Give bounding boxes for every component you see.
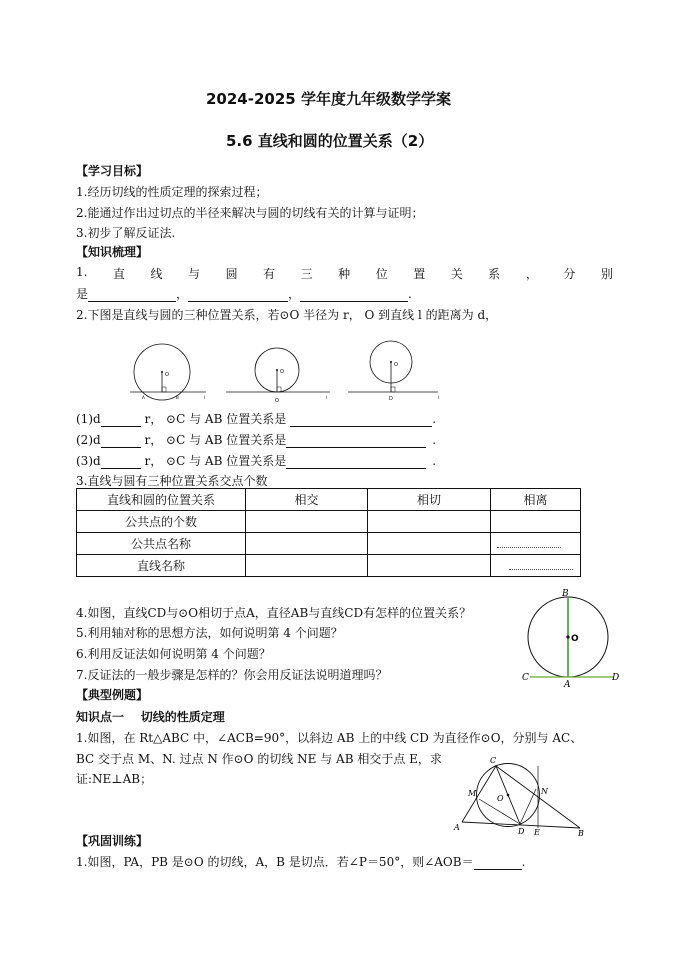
answer-blank[interactable] xyxy=(474,857,522,870)
q1-word: 位 xyxy=(375,267,388,281)
figure-tangent xyxy=(226,348,330,404)
question-7: 7.反证法的一般步骤是怎样的？你会用反证法说明道理吗？ xyxy=(76,668,388,682)
answer-blank[interactable] xyxy=(101,414,141,427)
q1-word: 圆 xyxy=(225,267,238,281)
practice-heading: 【巩固训练】 xyxy=(76,834,149,848)
relation-row-2 xyxy=(76,431,436,448)
answer-blank[interactable] xyxy=(88,289,176,302)
fig2-l-label: l xyxy=(326,395,328,400)
q1-word: 种 xyxy=(338,267,351,281)
example-1-line-1: 1.如图，在 Rt△ABC 中，∠ACB=90°，以斜边 AB 上的中线 CD 为直径作⊙O，分别与 AC、 xyxy=(76,731,583,745)
tangent-diameter-figure xyxy=(516,585,626,690)
figure-intersect xyxy=(130,344,206,400)
practice-q1-end: . xyxy=(521,855,526,869)
q1-word: 直 xyxy=(112,267,125,281)
q1-word: 三 xyxy=(300,267,313,281)
table-header-cell: 相切 xyxy=(368,489,491,511)
practice-q1-text: 1.如图，PA，PB 是⊙O 的切线，A，B 是切点．若∠P＝50°，则∠AOB＝ xyxy=(76,855,474,869)
table-cell[interactable] xyxy=(246,555,368,577)
q1-word: 置 xyxy=(413,267,426,281)
fig5-c-label: C xyxy=(490,756,497,765)
q1-spread-line xyxy=(76,265,613,282)
example-1-line-3: 证:NE⊥AB； xyxy=(76,772,153,786)
table-cell-dotted[interactable] xyxy=(491,555,581,577)
table-cell[interactable] xyxy=(491,511,581,533)
right-triangle-figure xyxy=(452,754,592,838)
table-row xyxy=(77,555,581,577)
q1-word: 有 xyxy=(263,267,276,281)
table-row-label: 公共点的个数 xyxy=(77,511,246,533)
fig2-o-label: O xyxy=(280,369,284,375)
knowledge-heading: 【知识梳理】 xyxy=(76,245,149,259)
row-prefix: (3)d xyxy=(76,454,101,468)
relation-row-3 xyxy=(76,452,436,469)
table-header-row xyxy=(77,489,581,511)
table-row xyxy=(77,511,581,533)
q1-sep: ， xyxy=(288,287,301,301)
table-cell[interactable] xyxy=(246,511,368,533)
fig4-a-label: A xyxy=(564,680,571,690)
answer-blank[interactable] xyxy=(101,435,141,448)
relation-row-1 xyxy=(76,410,436,427)
goal-item: 2.能通过作出过切点的半径来解决与圆的切线有关的计算与证明； xyxy=(76,206,424,220)
question-6: 6.利用反证法如何说明第 4 个问题？ xyxy=(76,647,271,661)
fig1-b-label: B xyxy=(176,395,179,400)
row-middle: r， ⊙C 与 AB 位置关系是 xyxy=(140,454,287,468)
fig5-d-label: D xyxy=(518,827,525,836)
fig5-o-label: O xyxy=(497,794,504,803)
fig1-l-label: l xyxy=(204,395,206,400)
fig2-o-foot-label: O xyxy=(275,398,279,404)
table-header-cell: 相离 xyxy=(491,489,581,511)
table-row-label: 直线名称 xyxy=(77,555,246,577)
page-subtitle: 5.6 直线和圆的位置关系（2） xyxy=(226,132,434,150)
example-1-line-2: BC 交于点 M、N. 过点 N 作⊙O 的切线 NE 与 AB 相交于点 E，求 xyxy=(76,752,442,766)
q2-text: 2.下图是直线与圆的三种位置关系，若⊙O 半径为 r， O 到直线 l 的距离为 d， xyxy=(76,308,498,322)
table-header-cell: 相交 xyxy=(246,489,368,511)
table-cell[interactable] xyxy=(368,533,491,555)
q1-word: 分 xyxy=(563,267,576,281)
row-end: . xyxy=(432,454,437,468)
fig5-b-label: B xyxy=(578,829,584,838)
question-4: 4.如图，直线CD与⊙O相切于点A，直径AB与直线CD有怎样的位置关系？ xyxy=(76,606,472,620)
table-header-cell: 直线和圆的位置关系 xyxy=(77,489,246,511)
fig5-a-label: A xyxy=(454,823,460,832)
table-cell-dotted[interactable] xyxy=(491,533,581,555)
answer-blank[interactable] xyxy=(286,435,426,448)
position-figures xyxy=(120,340,450,410)
q1-word: 与 xyxy=(188,267,201,281)
q1-word: 1. xyxy=(76,265,88,279)
table-cell[interactable] xyxy=(246,533,368,555)
relation-table xyxy=(76,488,581,577)
fig3-d-label: D xyxy=(389,396,393,402)
question-5: 5.利用轴对称的思想方法，如何说明第 4 个问题？ xyxy=(76,626,343,640)
q1-answer-line xyxy=(76,285,412,302)
table-cell[interactable] xyxy=(368,511,491,533)
fig1-o-label: O xyxy=(165,372,169,378)
row-end: . xyxy=(432,433,437,447)
q1-word: ， xyxy=(525,267,538,281)
fig3-o-label: O xyxy=(394,362,398,368)
practice-question-1 xyxy=(76,853,525,870)
q1-word: 系 xyxy=(488,267,501,281)
page-title: 2024-2025 学年度九年级数学学案 xyxy=(206,90,451,108)
dotted-line xyxy=(497,537,561,548)
answer-blank[interactable] xyxy=(286,456,426,469)
row-prefix: (2)d xyxy=(76,433,101,447)
answer-blank[interactable] xyxy=(188,289,288,302)
row-middle: r， ⊙C 与 AB 位置关系是 xyxy=(140,412,287,426)
examples-heading: 【典型例题】 xyxy=(76,688,149,702)
row-prefix: (1)d xyxy=(76,412,101,426)
fig4-o-label: O xyxy=(571,634,579,644)
row-middle: r， ⊙C 与 AB 位置关系是 xyxy=(140,433,287,447)
goal-item: 1.经历切线的性质定理的探索过程； xyxy=(76,185,268,199)
fig5-n-label: N xyxy=(541,787,548,796)
fig4-b-label: B xyxy=(562,589,569,599)
table-row xyxy=(77,533,581,555)
goals-heading: 【学习目标】 xyxy=(76,164,149,178)
q1-sep: ， xyxy=(176,287,189,301)
fig3-l-label: l xyxy=(438,395,440,400)
table-row-label: 公共点名称 xyxy=(77,533,246,555)
goal-item: 3.初步了解反证法. xyxy=(76,226,176,240)
knowledge-point-1: 知识点一 切线的性质定理 xyxy=(76,710,225,724)
table-cell[interactable] xyxy=(368,555,491,577)
fig4-c-label: C xyxy=(522,673,529,683)
q1-word: 关 xyxy=(450,267,463,281)
q1-word: 别 xyxy=(600,267,613,281)
fig4-d-label: D xyxy=(612,673,620,683)
fig1-a-label: A xyxy=(142,395,145,400)
q1-prefix: 是 xyxy=(76,287,89,301)
dotted-line xyxy=(509,559,573,570)
fig5-e-label: E xyxy=(534,828,540,837)
answer-blank[interactable] xyxy=(300,289,408,302)
row-end: . xyxy=(432,412,437,426)
q3-text: 3.直线与圆有三种位置关系交点个数 xyxy=(76,474,268,488)
q1-end: . xyxy=(408,287,412,301)
fig5-m-label: M xyxy=(468,789,477,798)
figure-separate xyxy=(348,341,439,402)
answer-blank[interactable] xyxy=(101,456,141,469)
q1-word: 线 xyxy=(150,267,163,281)
answer-blank[interactable] xyxy=(290,414,432,427)
